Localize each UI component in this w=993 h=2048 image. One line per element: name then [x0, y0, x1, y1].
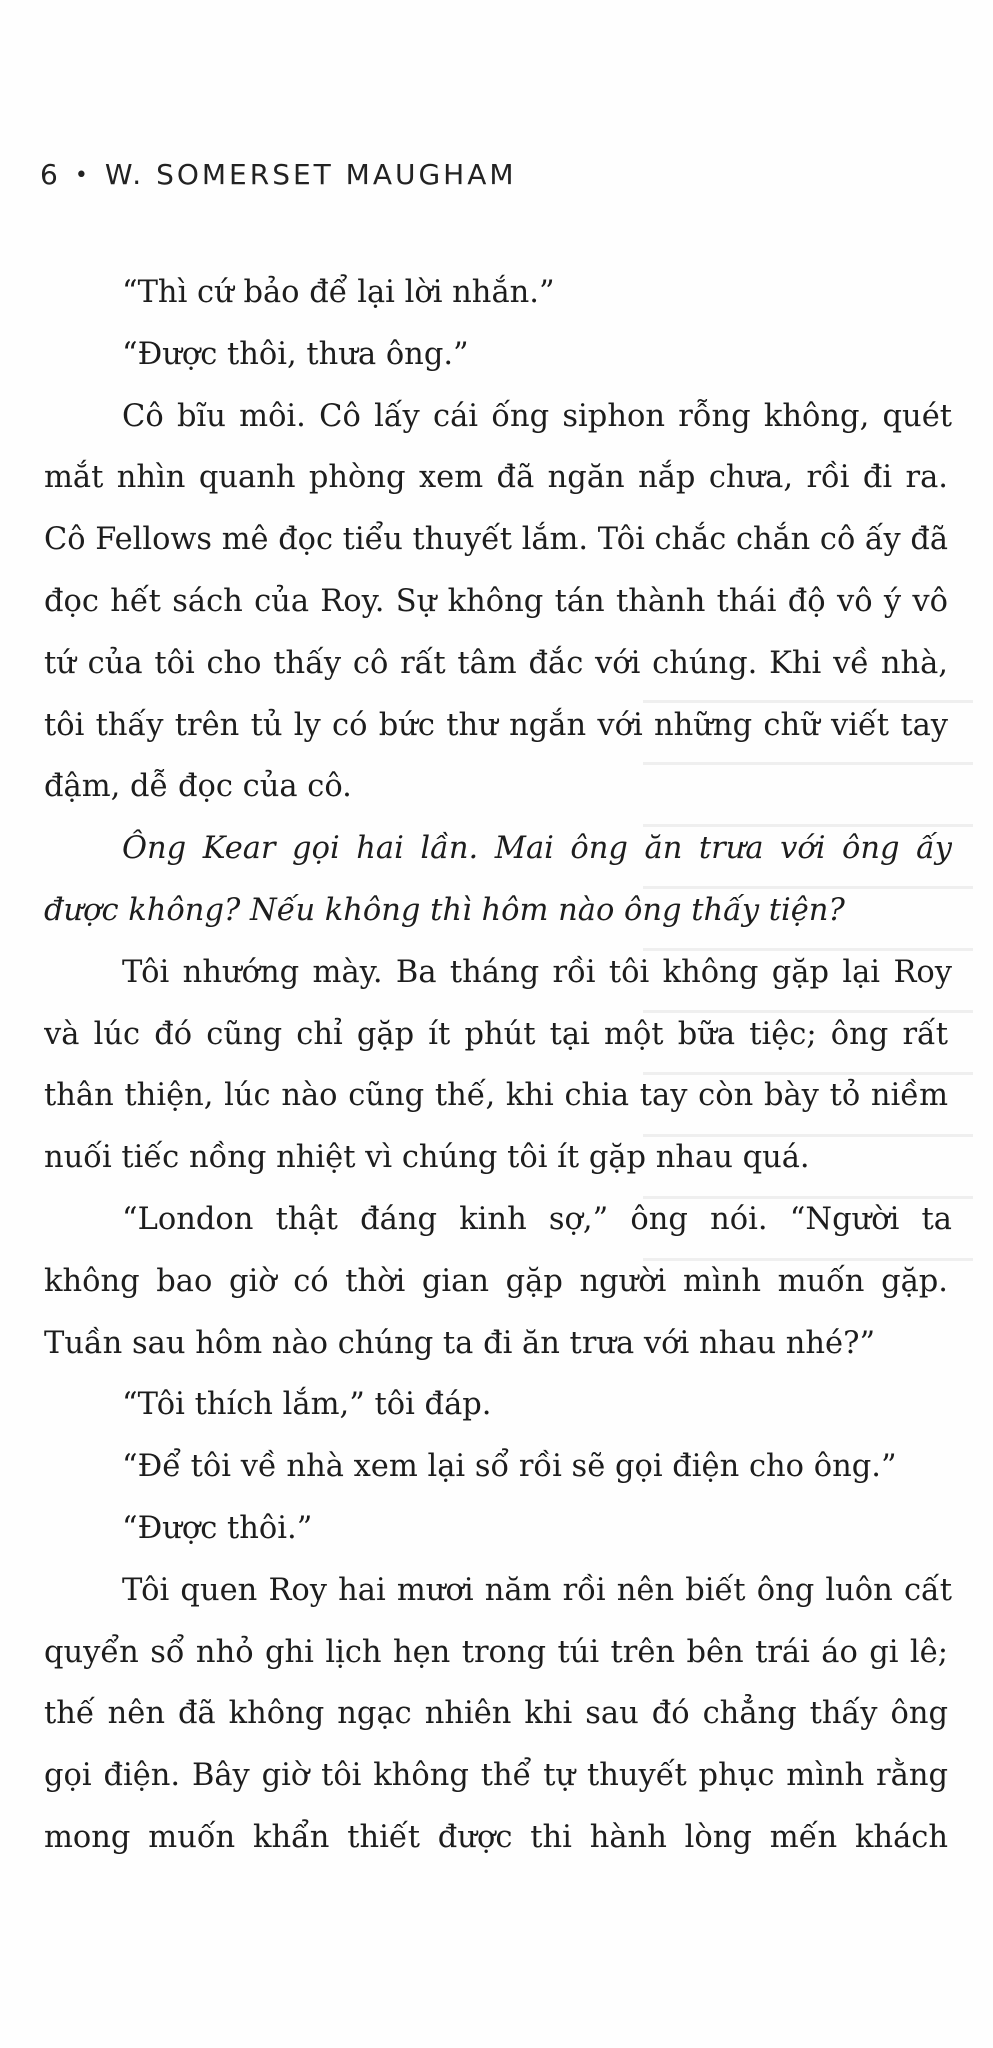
- text-line: Cô bĩu môi. Cô lấy cái ống siphon rỗng không, quét: [122, 398, 952, 434]
- text-line: “Được thôi.”: [122, 1510, 313, 1546]
- body-text: [44, 262, 952, 1869]
- text-line: mong muốn khẩn thiết được thi hành lòng mến khách: [44, 1819, 948, 1855]
- header-separator: •: [74, 163, 91, 188]
- text-line: Tôi nhướng mày. Ba tháng rồi tôi không gặp lại Roy: [122, 954, 952, 990]
- text-line: “Được thôi, thưa ông.”: [122, 336, 469, 372]
- text-line: quyển sổ nhỏ ghi lịch hẹn trong túi trên bên trái áo gi lê;: [44, 1634, 948, 1670]
- text-line: đọc hết sách của Roy. Sự không tán thành thái độ vô ý vô: [44, 583, 948, 619]
- author-name: W. SOMERSET MAUGHAM: [104, 158, 517, 191]
- text-line: “London thật đáng kinh sợ,” ông nói. “Người ta: [122, 1201, 952, 1237]
- text-line: tứ của tôi cho thấy cô rất tâm đắc với chúng. Khi về nhà,: [44, 645, 948, 681]
- text-line: nuối tiếc nồng nhiệt vì chúng tôi ít gặp nhau quá.: [44, 1140, 810, 1176]
- text-line: thân thiện, lúc nào cũng thế, khi chia tay còn bày tỏ niềm: [44, 1078, 948, 1114]
- running-head: [40, 158, 517, 191]
- text-line: “Thì cứ bảo để lại lời nhắn.”: [122, 275, 555, 310]
- text-line: mắt nhìn quanh phòng xem đã ngăn nắp chưa, rồi đi ra.: [44, 460, 948, 496]
- text-line: Cô Fellows mê đọc tiểu thuyết lắm. Tôi chắc chắn cô ấy đã: [44, 522, 948, 558]
- text-line: Tuần sau hôm nào chúng ta đi ăn trưa với nhau nhé?”: [44, 1325, 876, 1361]
- text-line: không bao giờ có thời gian gặp người mình muốn gặp.: [44, 1263, 948, 1299]
- text-line: và lúc đó cũng chỉ gặp ít phút tại một bữa tiệc; ông rất: [44, 1016, 948, 1052]
- text-line: gọi điện. Bây giờ tôi không thể tự thuyết phục mình rằng: [44, 1758, 948, 1794]
- text-line: Tôi quen Roy hai mươi năm rồi nên biết ông luôn cất: [122, 1572, 952, 1608]
- text-line: “Tôi thích lắm,” tôi đáp.: [122, 1387, 492, 1423]
- text-line: đậm, dễ đọc của cô.: [44, 769, 352, 805]
- text-line-italic: được không? Nếu không thì hôm nào ông thấy tiện?: [44, 892, 845, 928]
- page-number: 6: [40, 158, 61, 191]
- text-line-italic: Ông Kear gọi hai lần. Mai ông ăn trưa với ông ấy: [122, 831, 952, 867]
- text-line: “Để tôi về nhà xem lại sổ rồi sẽ gọi điện cho ông.”: [122, 1449, 897, 1485]
- text-line: tôi thấy trên tủ ly có bức thư ngắn với những chữ viết tay: [44, 707, 948, 743]
- text-line: thế nên đã không ngạc nhiên khi sau đó chẳng thấy ông: [44, 1696, 948, 1732]
